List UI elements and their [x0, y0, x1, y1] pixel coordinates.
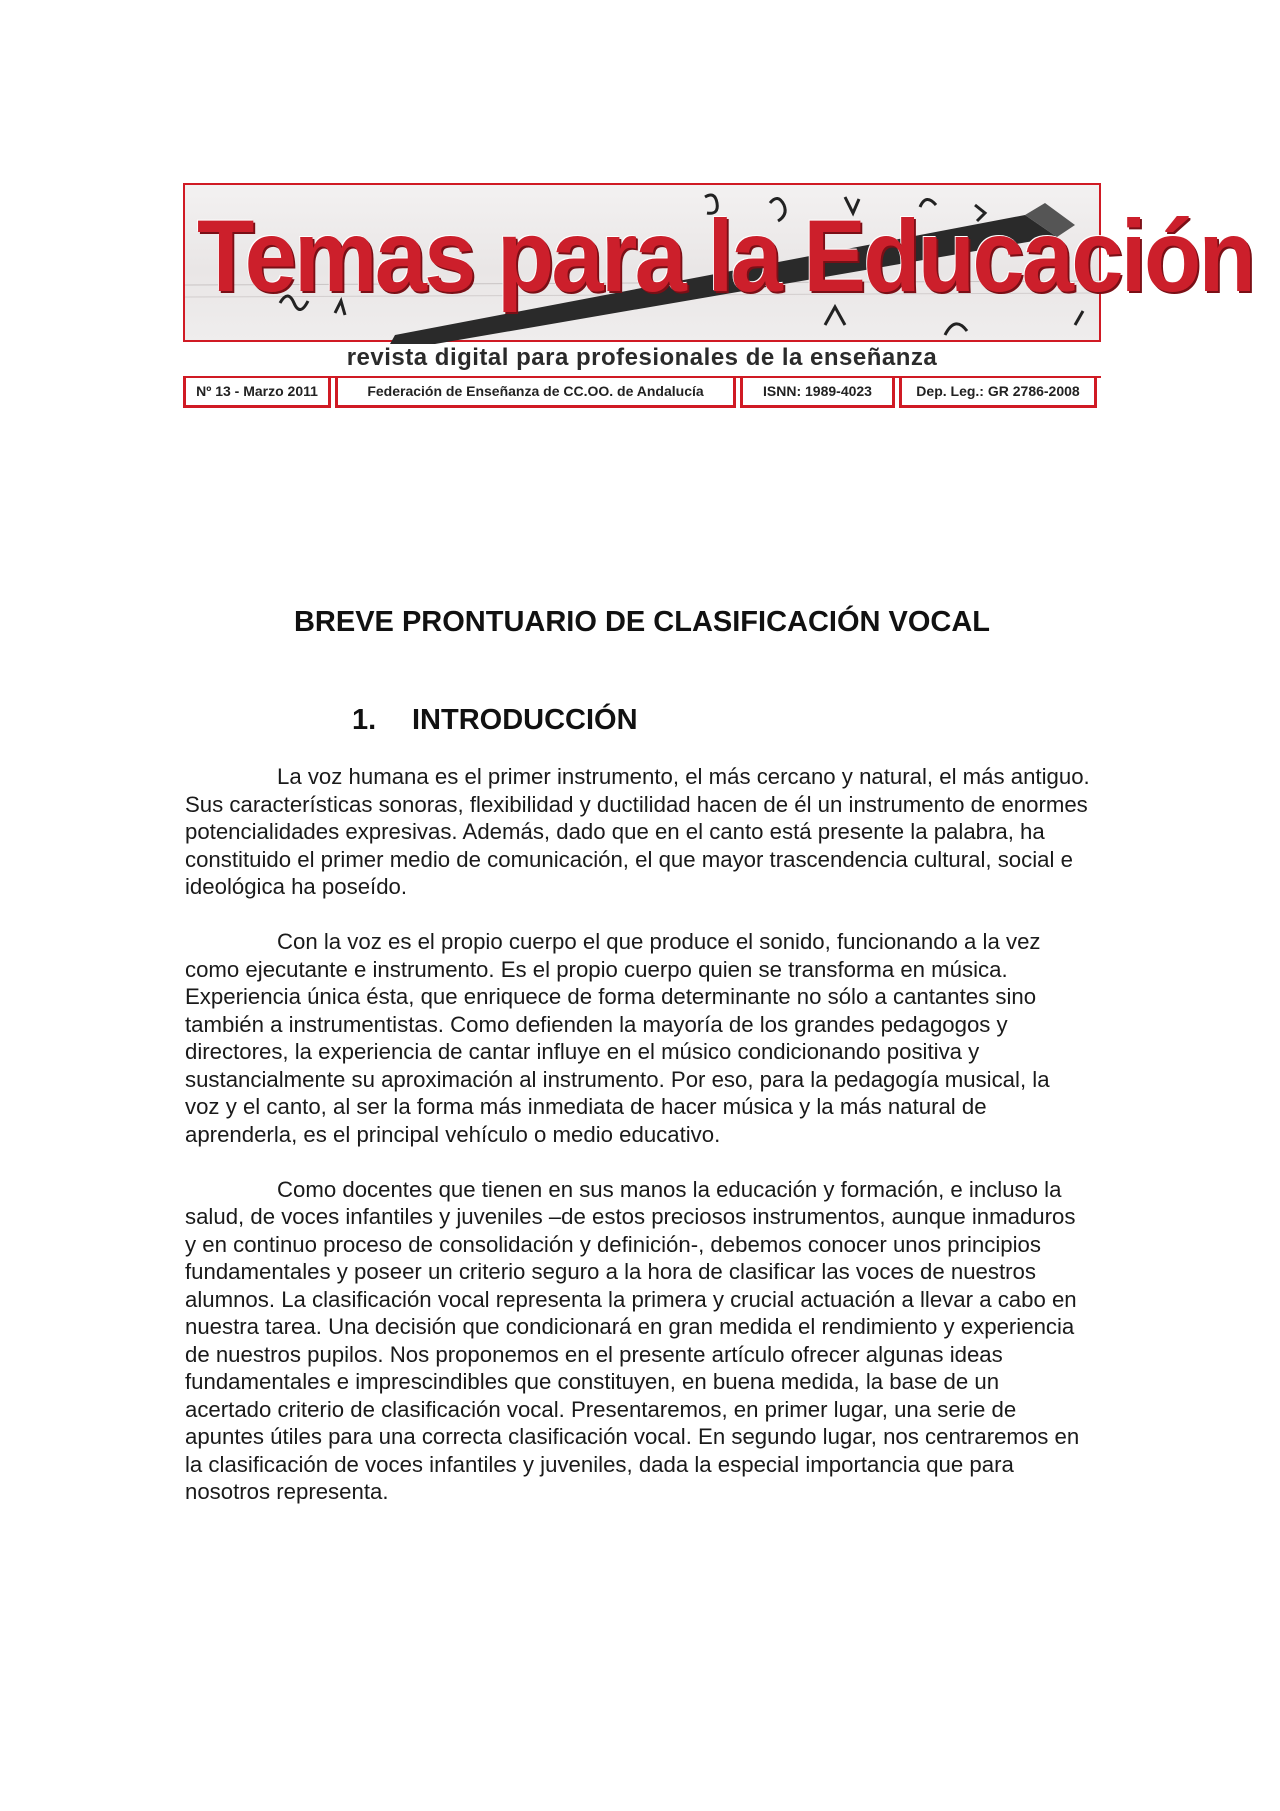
magazine-tagline: revista digital para profesionales de la enseñanza [346, 344, 938, 371]
paragraph: La voz humana es el primer instrumento, el más cercano y natural, el más antiguo. Sus características sonoras, flexibilidad y ductilidad hacen de él un instrumento de enormes potencialidades expresivas. Además, dado que en el canto está presente la palabra, ha constituido el primer medio de comunicación, el que mayor trascendencia cultural, social e ideológica ha poseído. [185, 764, 1090, 899]
paragraph: Con la voz es el propio cuerpo el que produce el sonido, funcionando a la vez como ejecutante e instrumento. Es el propio cuerpo quien se transforma en música. Experiencia única ésta, que enriquece de forma determinante no sólo a cantantes sino también a instrumentistas. Como defienden la mayoría de los grandes pedagogos y directores, la experiencia de cantar influye en el músico condicionando positiva y sustancialmente su aproximación al instrumento. Por eso, para la pedagogía musical, la voz y el canto, al ser la forma más inmediata de hacer música y la más natural de aprenderla, es el principal vehículo o medio educativo. [185, 929, 1050, 1147]
article-body [185, 763, 1090, 1533]
section-number: 1. [352, 704, 377, 736]
masthead-banner [183, 183, 1254, 342]
masthead-info-bar [183, 376, 1101, 408]
article-title: BREVE PRONTUARIO DE CLASIFICACIÓN VOCAL [293, 606, 991, 638]
section-title: INTRODUCCIÓN [412, 704, 638, 736]
section-heading [352, 702, 638, 738]
issn-number: ISNN: 1989-4023 [740, 378, 895, 408]
publisher-name: Federación de Enseñanza de CC.OO. de Andalucía [335, 378, 736, 408]
paragraph: Como docentes que tienen en sus manos la educación y formación, e incluso la salud, de voces infantiles y juveniles –de estos preciosos instrumentos, aunque inmaduros y en continuo proceso de consolidación y definición-, debemos conocer unos principios fundamentales y poseer un criterio seguro a la hora de clasificar las voces de nuestros alumnos. La clasificación vocal representa la primera y crucial actuación a llevar a cabo en nuestra tarea. Una decisión que condicionará en gran medida el rendimiento y experiencia de nuestros pupilos. Nos proponemos en el presente artículo ofrecer algunas ideas fundamentales e imprescindibles que constituyen, en buena medida, la base de un acertado criterio de clasificación vocal. Presentaremos, en primer lugar, una serie de apuntes útiles para una correcta clasificación vocal. En segundo lugar, nos centraremos en la clasificación de voces infantiles y juveniles, dada la especial importancia que para nosotros representa. [185, 1176, 1080, 1504]
issue-number: Nº 13 - Marzo 2011 [183, 378, 331, 408]
legal-deposit: Dep. Leg.: GR 2786-2008 [899, 378, 1097, 408]
magazine-title: Temas para la Educación [197, 199, 1254, 313]
